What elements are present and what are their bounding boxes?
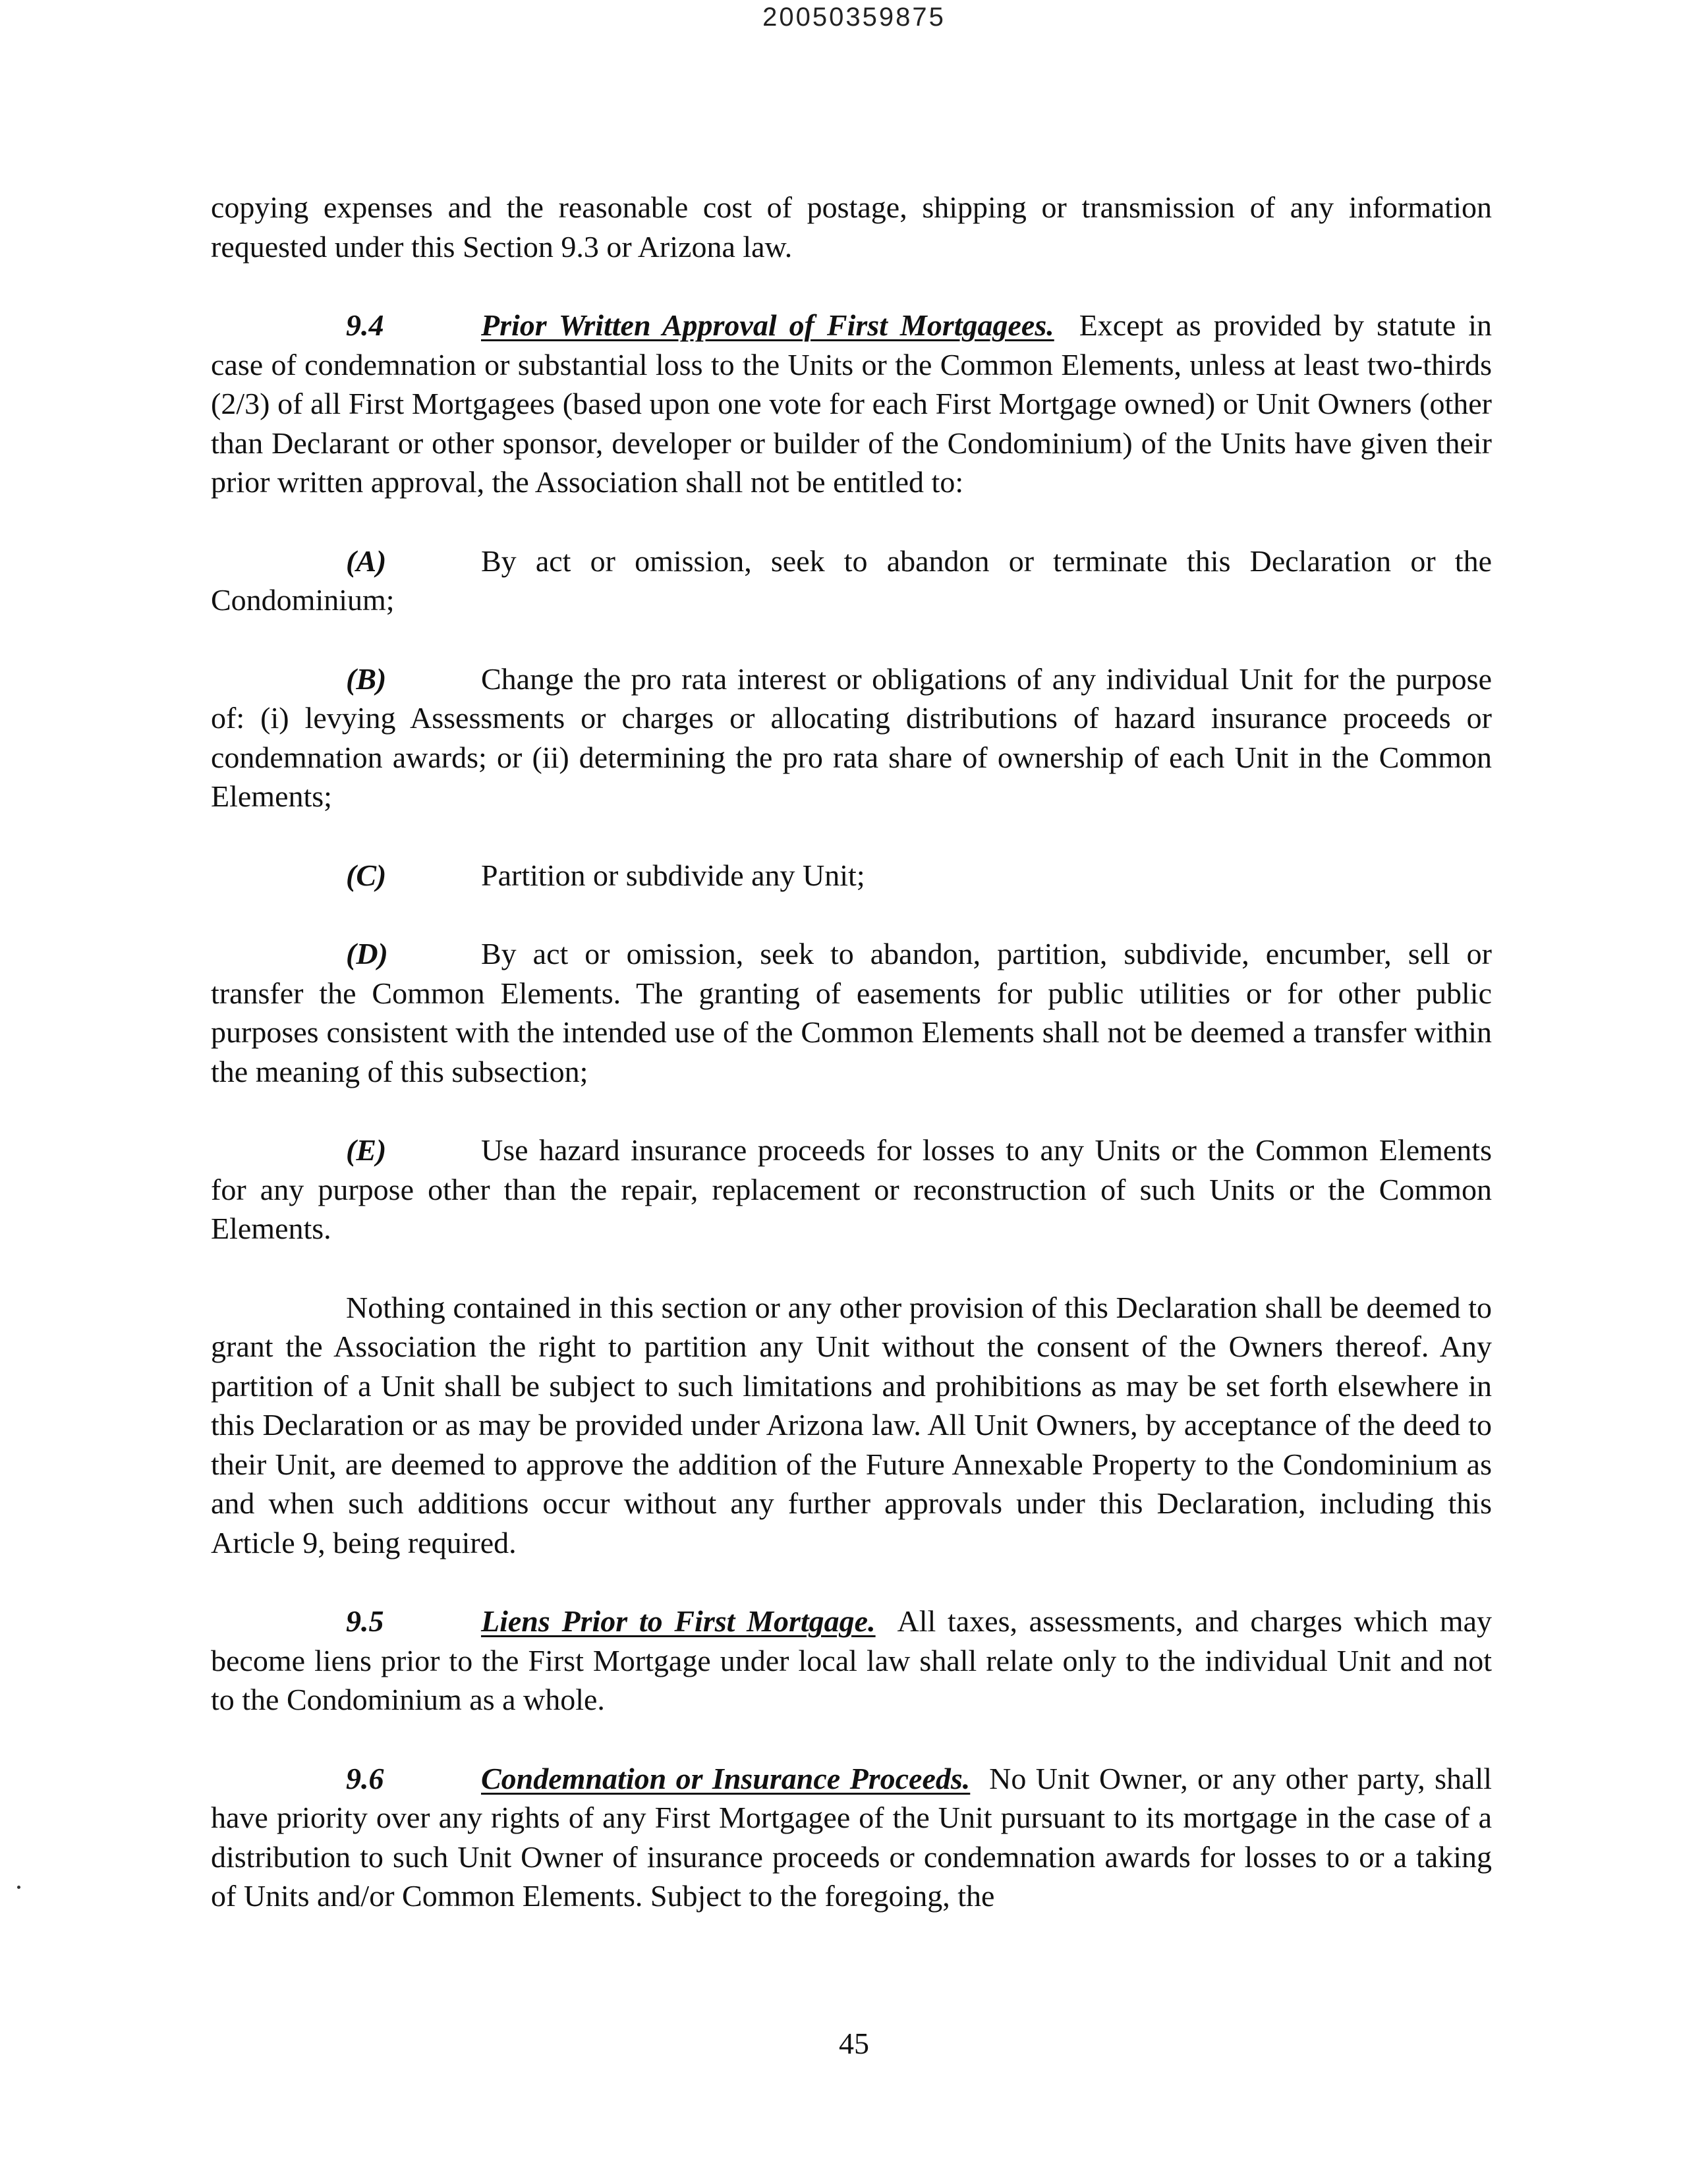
section-number: 9.4	[346, 308, 384, 342]
section-heading: Condemnation or Insurance Proceeds.	[481, 1761, 971, 1795]
section-heading: Liens Prior to First Mortgage.	[481, 1604, 876, 1638]
section-9-5	[211, 1602, 1492, 1720]
item-label: (C)	[346, 858, 387, 892]
paragraph-nothing-contained: Nothing contained in this section or any other provision of this Declaration shall be deemed to grant the Association the right to partition any Unit without the consent of the Owners thereof. Any partition of a Unit shall be subject to such limitations and prohibitions as may be set forth elsewhere in this Declaration or as may be provided under Arizona law. All Unit Owners, by acceptance of the deed to their Unit, are deemed to approve the addition of the Future Annexable Property to the Condominium as and when such additions occur without any further approvals under this Declaration, including this Article 9, being required.	[211, 1290, 1492, 1559]
list-item-a	[211, 542, 1492, 620]
page-number: 45	[839, 2027, 869, 2060]
document-number: 20050359875	[762, 3, 946, 32]
item-label: (B)	[346, 661, 387, 696]
list-item-b	[211, 660, 1492, 816]
item-label: (A)	[346, 544, 387, 578]
section-text: No Unit Owner, or any other party, shall have priority over any rights of any First Mortgagee of the Unit pursuant to its mortgage in the case of a distribution to such Unit Owner of insurance proceeds or condemnation awards for losses to or a taking of Units and/or Common Elements. Subject to the foregoing, the	[211, 1761, 1492, 1913]
list-item-d	[211, 934, 1492, 1091]
list-item-c	[211, 856, 1492, 895]
item-label: (E)	[346, 1133, 387, 1167]
item-text: By act or omission, seek to abandon, partition, subdivide, encumber, sell or transfer the Common Elements. The granting of easements for public utilities or for other public purposes consistent with the intended use of the Common Elements shall not be deemed a transfer within the meaning of this subsection;	[211, 937, 1492, 1088]
section-text: Except as provided by statute in case of condemnation or substantial loss to the Units or the Common Elements, unless at least two-thirds (2/3) of all First Mortgagees (based upon one vote for each First Mortgage owned) or Unit Owners (other than Declarant or other sponsor, developer or builder of the Condominium) of the Units have given their prior written approval, the Association shall not be entitled to:	[211, 308, 1493, 499]
page-body	[211, 188, 1492, 1955]
list-item-e	[211, 1131, 1492, 1249]
item-text: Partition or subdivide any Unit;	[481, 858, 865, 892]
item-text: Change the pro rata interest or obligations of any individual Unit for the purpose of: (i) levying Assessments or charges or allocating distributions of hazard insurance proceeds or condemnation awards; or (ii) determining the pro rata share of ownership of each Unit in the Common Elements;	[211, 661, 1492, 813]
section-heading: Prior Written Approval of First Mortgagees.	[481, 308, 1054, 342]
item-text: By act or omission, seek to abandon or terminate this Declaration or the Condominium;	[211, 544, 1492, 617]
item-label: (D)	[346, 937, 388, 970]
item-text: Use hazard insurance proceeds for losses to any Units or the Common Elements for any purpose other than the repair, replacement or reconstruction of such Units or the Common Elements.	[211, 1133, 1492, 1245]
paragraph-continuation: copying expenses and the reasonable cost of postage, shipping or transmission of any information requested under this Section 9.3 or Arizona law.	[211, 190, 1492, 264]
section-number: 9.6	[346, 1761, 384, 1795]
section-9-6	[211, 1759, 1492, 1916]
scan-speck	[17, 1886, 20, 1889]
section-9-4	[211, 306, 1492, 502]
section-text: All taxes, assessments, and charges which may become liens prior to the First Mortgage under local law shall relate only to the individual Unit and not to the Condominium as a whole.	[211, 1604, 1492, 1716]
section-number: 9.5	[346, 1604, 384, 1638]
